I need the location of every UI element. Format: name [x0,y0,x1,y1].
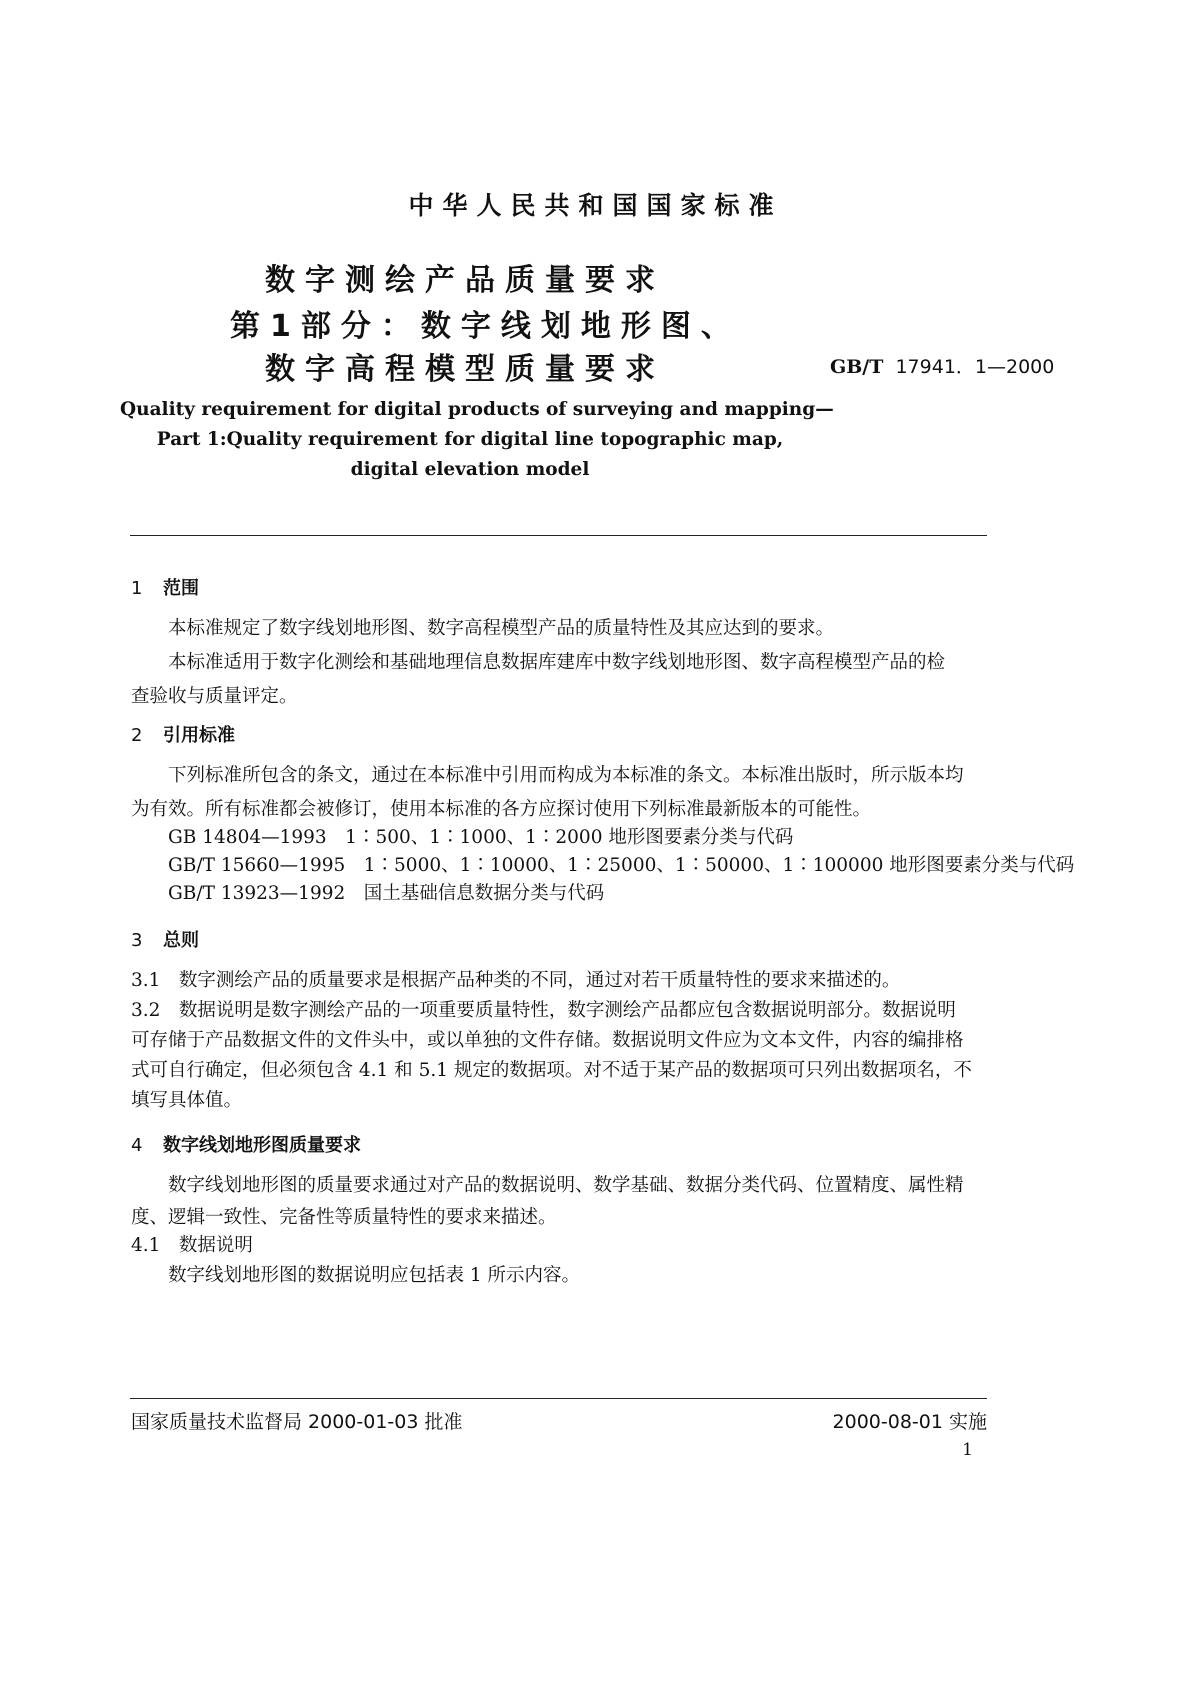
section-title: 范围 [163,578,199,599]
paragraph: 本标准适用于数字化测绘和基础地理信息数据库建库中数字线划地形图、数字高程模型产品的检 [168,652,946,673]
standard-code-number: 17941．1—2000 [895,356,1055,378]
section-heading-4 [131,1131,361,1157]
reference-item: GB/T 13923—1992 国土基础信息数据分类与代码 [168,883,605,904]
paragraph: 查验收与质量评定。 [131,686,298,707]
paragraph: 下列标准所包含的条文，通过在本标准中引用而构成为本标准的条文。本标准出版时，所示版本均 [168,765,964,786]
paragraph: 本标准规定了数字线划地形图、数字高程模型产品的质量特性及其应达到的要求。 [168,618,835,639]
paragraph: 数字线划地形图的质量要求通过对产品的数据说明、数学基础、数据分类代码、位置精度、属性精 [168,1175,964,1196]
section-number: 3 [131,930,143,951]
page-number: 1 [962,1440,973,1460]
section-heading-1 [131,574,199,600]
reference-item: GB/T 15660—1995 1∶5000、1∶10000、1∶25000、1∶50000、1∶100000 地形图要素分类与代码 [168,855,1075,876]
section-title: 数字线划地形图质量要求 [163,1135,361,1156]
reference-item: GB 14804—1993 1∶500、1∶1000、1∶2000 地形图要素分类与代码 [168,827,794,848]
paragraph: 3.1 数字测绘产品的质量要求是根据产品种类的不同，通过对若干质量特性的要求来描述的。 [131,970,901,991]
title-en-line-1: Quality requirement for digital products of surveying and mapping— [120,399,834,420]
section-heading-2 [131,721,235,747]
section-title: 总则 [163,930,199,951]
section-heading-3 [131,926,199,952]
standard-code-prefix: GB/T [830,356,884,378]
section-number: 2 [131,725,143,746]
effective-date: 2000-08-01 实施 [832,1411,987,1433]
section-title: 引用标准 [163,725,235,746]
header-divider [130,535,987,536]
paragraph: 为有效。所有标准都会被修订，使用本标准的各方应探讨使用下列标准最新版本的可能性。 [131,799,872,820]
paragraph: 可存储于产品数据文件的文件头中，或以单独的文件存储。数据说明文件应为文本文件，内容的编排格 [131,1030,964,1051]
subsection-title: 4.1 数据说明 [131,1235,253,1256]
paragraph: 度、逻辑一致性、完备性等质量特性的要求来描述。 [131,1207,557,1228]
title-en-line-3: digital elevation model [350,459,590,480]
standard-code [830,352,1054,379]
title-cn-line-1: 数字测绘产品质量要求 [265,263,665,298]
title-en-line-2: Part 1:Quality requirement for digital line topographic map, [156,429,784,450]
approval-date: 国家质量技术监督局 2000-01-03 批准 [131,1411,463,1433]
footer-divider [130,1398,987,1399]
title-cn-line-2: 第1部分：数字线划地形图、 [230,309,741,344]
paragraph: 式可自行确定，但必须包含 4.1 和 5.1 规定的数据项。对不适于某产品的数据项可只列出数据项名，不 [131,1060,972,1081]
title-cn-line-3: 数字高程模型质量要求 [265,352,665,387]
paragraph: 填写具体值。 [131,1090,243,1111]
paragraph: 数字线划地形图的数据说明应包括表 1 所示内容。 [168,1265,581,1286]
paragraph: 3.2 数据说明是数字测绘产品的一项重要质量特性，数字测绘产品都应包含数据说明部分。数据说明 [131,1000,956,1021]
section-number: 4 [131,1135,143,1156]
section-number: 1 [131,578,143,599]
national-standard-header: 中华人民共和国国家标准 [408,191,783,220]
